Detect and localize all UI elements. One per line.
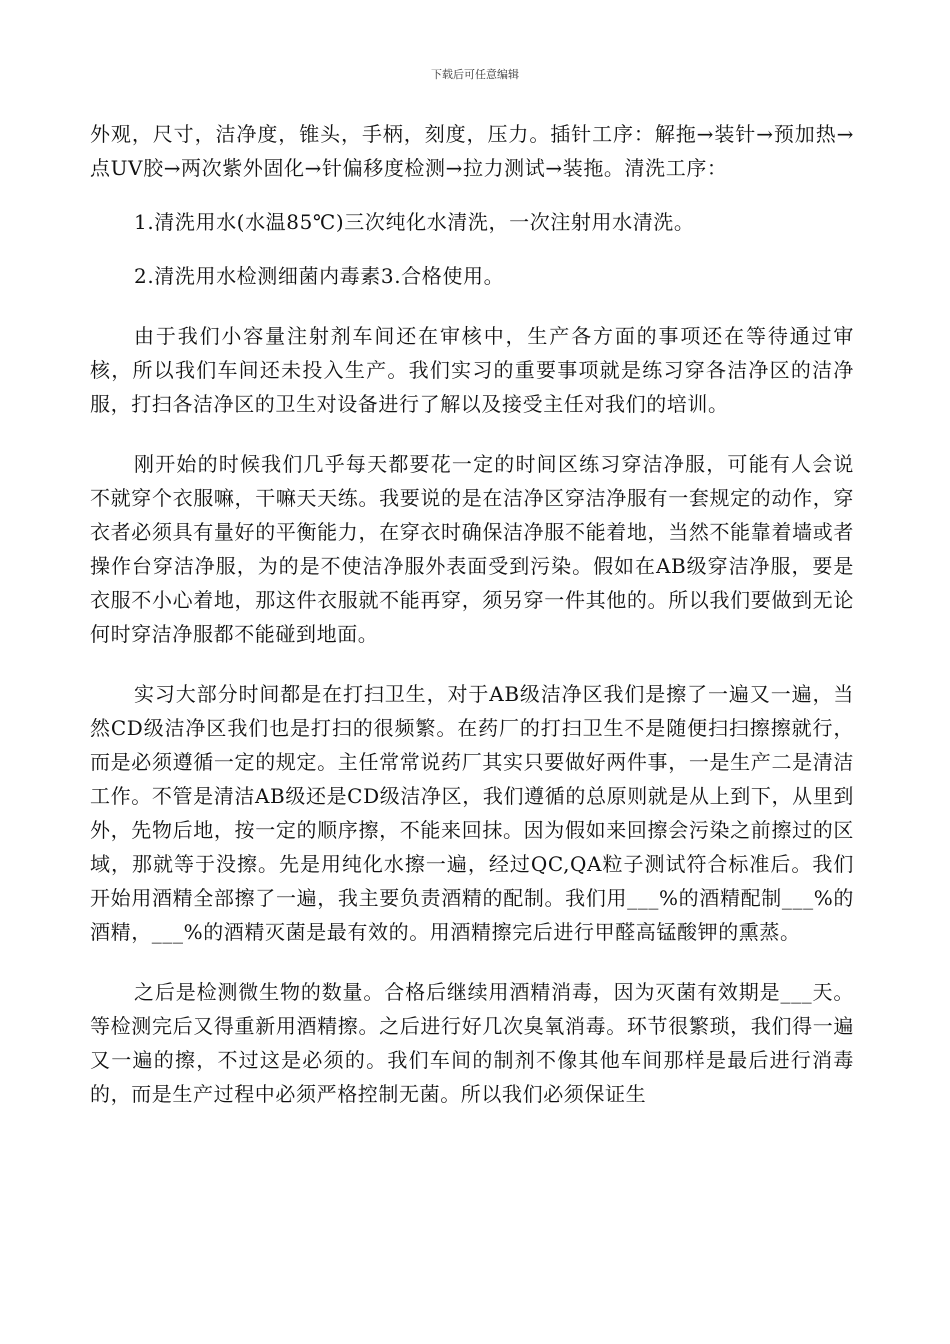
paragraph-process-steps: 外观，尺寸，洁净度，锥头，手柄，刻度，压力。插针工序：解拖→装针→预加热→点UV胶→两次紫外固化→针偏移度检测→拉力测试→装拖。清洗工序： (90, 122, 854, 180)
page-header: 下载后可任意编辑 (431, 68, 519, 81)
paragraph-cleaning-step-1: 1.清洗用水(水温85℃)三次纯化水清洗，一次注射用水清洗。 (134, 210, 695, 234)
paragraph-clean-suit-training: 刚开始的时候我们几乎每天都要花一定的时间区练习穿洁净服，可能有人会说不就穿个衣服嘛，干嘛天天练。我要说的是在洁净区穿洁净服有一套规定的动作，穿衣者必须具有量好的平衡能力，在穿衣时确保洁净服不能着地，当然不能靠着墙或者操作台穿洁净服，为的是不使洁净服外表面受到污染。假如在AB级穿洁净服，要是衣服不小心着地，那这件衣服就不能再穿，须另穿一件其他的。所以我们要做到无论何时穿洁净服都不能碰到地面。 (90, 452, 854, 646)
paragraph-disinfection: 之后是检测微生物的数量。合格后继续用酒精消毒，因为灭菌有效期是___天。等检测完后又得重新用酒精擦。之后进行好几次臭氧消毒。环节很繁琐，我们得一遍又一遍的擦，不过这是必须的。我们车间的制剂不像其他车间那样是最后进行消毒的，而是生产过程中必须严格控制无菌。所以我们必须保证生 (90, 980, 854, 1106)
paragraph-workshop-status: 由于我们小容量注射剂车间还在审核中，生产各方面的事项还在等待通过审核，所以我们车间还未投入生产。我们实习的重要事项就是练习穿各洁净区的洁净服，打扫各洁净区的卫生对设备进行了解以及接受主任对我们的培训。 (90, 324, 854, 416)
paragraph-cleaning-procedure: 实习大部分时间都是在打扫卫生，对于AB级洁净区我们是擦了一遍又一遍，当然CD级洁净区我们也是打扫的很频繁。在药厂的打扫卫生不是随便扫扫擦擦就行，而是必须遵循一定的规定。主任常常说药厂其实只要做好两件事，一是生产二是清洁工作。不管是清洁AB级还是CD级洁净区，我们遵循的总原则就是从上到下，从里到外，先物后地，按一定的顺序擦，不能来回抹。因为假如来回擦会污染之前擦过的区域，那就等于没擦。先是用纯化水擦一遍，经过QC,QA粒子测试符合标准后。我们开始用酒精全部擦了一遍，我主要负责酒精的配制。我们用___%的酒精配制___%的酒精，___%的酒精灭菌是最有效的。用酒精擦完后进行甲醛高锰酸钾的熏蒸。 (90, 682, 854, 944)
document-body (90, 117, 854, 1111)
paragraph-cleaning-step-2: 2.清洗用水检测细菌内毒素3.合格使用。 (134, 264, 505, 288)
